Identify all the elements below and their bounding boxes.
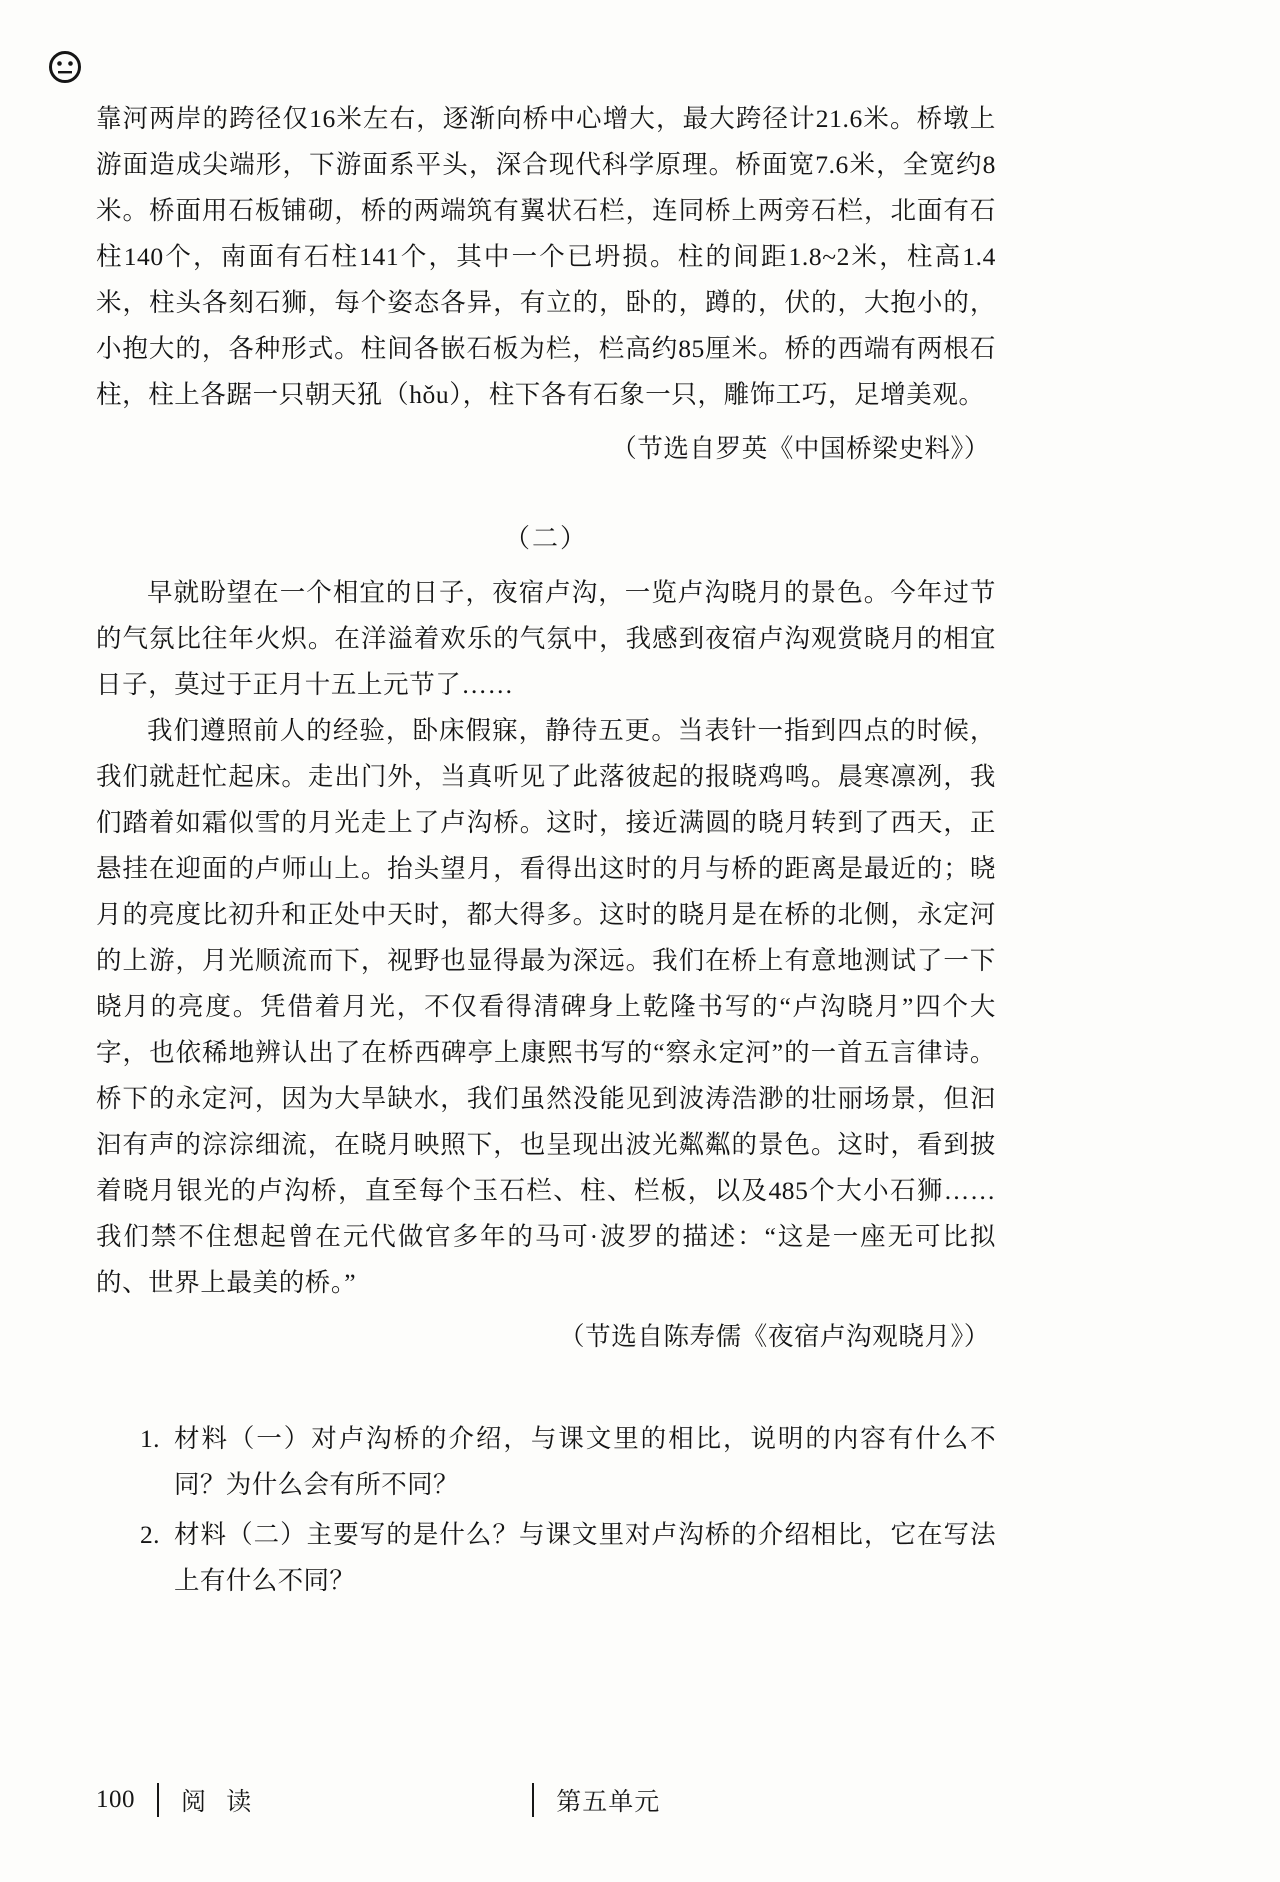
material-two-title: （二） (503, 524, 588, 553)
page-content (96, 96, 996, 1608)
questions-list (96, 1416, 996, 1604)
footer-unit-label: 第五单元 (556, 1789, 661, 1816)
footer-divider-right (532, 1783, 534, 1817)
question-item (140, 1512, 996, 1604)
question-number: 2. (140, 1520, 160, 1549)
question-item (140, 1416, 996, 1508)
material-one-attribution: （节选自罗英《中国桥梁史料》） (611, 434, 990, 463)
question-number: 1. (140, 1424, 160, 1453)
question-text: 材料（一）对卢沟桥的介绍，与课文里的相比，说明的内容有什么不同？为什么会有所不同？ (174, 1424, 996, 1499)
footer-divider-left (157, 1783, 159, 1817)
question-text: 材料（二）主要写的是什么？与课文里对卢沟桥的介绍相比，它在写法上有什么不同？ (174, 1520, 996, 1595)
material-two-paragraph-2: 我们遵照前人的经验，卧床假寐，静待五更。当表针一指到四点的时候，我们就赶忙起床。走出门外，当真听见了此落彼起的报晓鸡鸣。晨寒凛冽，我们踏着如霜似雪的月光走上了卢沟桥。这时，接近满圆的晓月转到了西天，正悬挂在迎面的卢师山上。抬头望月，看得出这时的月与桥的距离是最近的；晓月的亮度比初升和正处中天时，都大得多。这时的晓月是在桥的北侧，永定河的上游，月光顺流而下，视野也显得最为深远。我们在桥上有意地测试了一下晓月的亮度。凭借着月光，不仅看得清碑身上乾隆书写的“卢沟晓月”四个大字，也依稀地辨认出了在桥西碑亭上康熙书写的“察永定河”的一首五言律诗。桥下的永定河，因为大旱缺水，我们虽然没能见到波涛浩渺的壮丽场景，但汩汩有声的淙淙细流，在晓月映照下，也呈现出波光粼粼的景色。这时，看到披着晓月银光的卢沟桥，直至每个玉石栏、柱、栏板，以及485个大小石狮……我们禁不住想起曾在元代做官多年的马可·波罗的描述：“这是一座无可比拟的、世界上最美的桥。” (96, 716, 996, 1297)
footer-page-number: 100 (96, 1786, 135, 1813)
page-footer (96, 1780, 1184, 1820)
smiley-face-icon (48, 50, 82, 84)
material-two-attribution: （节选自陈寿儒《夜宿卢沟观晓月》） (559, 1322, 990, 1351)
material-two-paragraph-1: 早就盼望在一个相宜的日子，夜宿卢沟，一览卢沟晓月的景色。今年过节的气氛比往年火炽。在洋溢着欢乐的气氛中，我感到夜宿卢沟观赏晓月的相宜日子，莫过于正月十五上元节了…… (96, 578, 996, 699)
material-one-body: 靠河两岸的跨径仅16米左右，逐渐向桥中心增大，最大跨径计21.6米。桥墩上游面造成尖端形，下游面系平头，深合现代科学原理。桥面宽7.6米，全宽约8米。桥面用石板铺砌，桥的两端筑有翼状石栏，连同桥上两旁石栏，北面有石柱140个，南面有石柱141个，其中一个已坍损。柱的间距1.8~2米，柱高1.4米，柱头各刻石狮，每个姿态各异，有立的，卧的，蹲的，伏的，大抱小的，小抱大的，各种形式。柱间各嵌石板为栏，栏高约85厘米。桥的西端有两根石柱，柱上各踞一只朝天犼（hǒu），柱下各有石象一只，雕饰工巧，足增美观。 (96, 104, 996, 409)
footer-section-label: 阅 读 (181, 1789, 259, 1816)
